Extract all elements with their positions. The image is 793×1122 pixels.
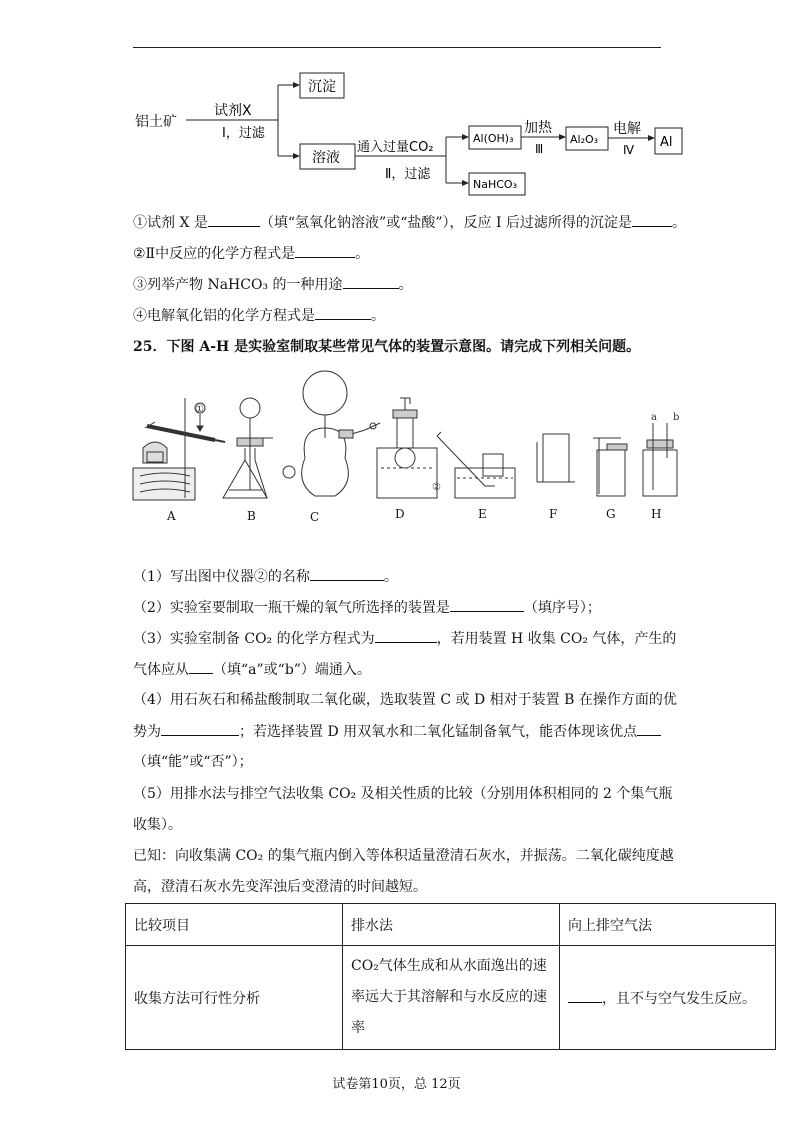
q25-part5-cont: 收集）。 — [133, 817, 182, 833]
answer-blank[interactable] — [295, 243, 355, 258]
table-header-row — [126, 904, 776, 946]
apparatus-e — [437, 432, 515, 498]
label-f: F — [549, 507, 558, 521]
water-method-cell: CO₂气体生成和从水面逸出的速 率远大于其溶解和与水反应的速 率 — [343, 946, 560, 1050]
label-g: G — [606, 507, 616, 521]
apparatus-f — [537, 434, 575, 482]
q25-part3: （3）实验室制备 CO₂ 的化学方程式为 ，若用装置 H 收集 CO₂ 气体，产生的 — [133, 628, 676, 649]
apparatus-b — [223, 398, 273, 498]
known-line1: 已知：向收集满 CO₂ 的集气瓶内倒入等体积适量澄清石灰水，并振荡。二氧化碳纯度越 — [133, 848, 674, 864]
q24-line1: ①试剂 X 是 （填“氢氧化钠溶液”或“盐酸”），反应 I 后过滤所得的沉淀是 。 — [133, 212, 686, 233]
port-b-label: b — [673, 412, 680, 423]
comparison-table — [125, 903, 776, 1050]
aloh3-label: Al(OH)₃ — [473, 132, 514, 145]
q24-line2: ②Ⅱ中反应的化学方程式是 。 — [133, 243, 369, 264]
heat-label: 加热 — [524, 120, 552, 136]
q25-part4-cont2: （填“能”或“否”）； — [133, 754, 253, 770]
step3-label: Ⅲ — [535, 142, 544, 156]
apparatus-d — [377, 398, 437, 498]
step4-label: Ⅳ — [623, 143, 635, 157]
answer-blank[interactable] — [315, 305, 371, 320]
reagent-label: 试剂X — [214, 103, 252, 119]
air-method-cell: ，且不与空气发生反应。 — [560, 946, 776, 1050]
table-header: 向上排空气法 — [560, 904, 776, 946]
mark-2: ② — [432, 482, 441, 493]
apparatus-g — [593, 438, 627, 496]
nahco3-label: NaHCO₃ — [473, 178, 517, 191]
label-e: E — [478, 507, 487, 521]
q25-title: 25．下图 A-H 是实验室制取某些常见气体的装置示意图。请完成下列相关问题。 — [133, 339, 641, 355]
step2-label: Ⅱ，过滤 — [385, 167, 431, 182]
process-flowchart — [0, 0, 793, 200]
port-a-label: a — [651, 412, 657, 423]
answer-blank[interactable] — [637, 721, 661, 736]
q25-part5: （5）用排水法与排空气法收集 CO₂ 及相关性质的比较（分别用体积相同的 2 个集气瓶 — [133, 786, 673, 802]
co2-step-label: 通入过量CO₂ — [357, 140, 434, 155]
answer-blank[interactable] — [568, 988, 602, 1003]
answer-blank[interactable] — [375, 628, 437, 643]
label-c: C — [310, 510, 320, 524]
q25-part2: （2）实验室要制取一瓶干燥的氧气所选择的装置是 （填序号）； — [133, 597, 601, 618]
table-header: 比较项目 — [126, 904, 343, 946]
answer-blank[interactable] — [450, 597, 524, 612]
step1-label: Ⅰ，过滤 — [222, 126, 265, 141]
apparatus-c — [283, 371, 380, 496]
label-b: B — [247, 509, 256, 523]
known-line2: 高，澄清石灰水先变浑浊后变澄清的时间越短。 — [133, 879, 427, 895]
start-label: 铝土矿 — [135, 114, 177, 130]
page-footer: 试卷第10页，总 12页 — [332, 1077, 461, 1092]
apparatus-a — [133, 398, 225, 500]
electrolysis-label: 电解 — [613, 121, 641, 137]
apparatus-h — [643, 423, 677, 496]
al-label: Al — [660, 135, 673, 150]
table-header: 排水法 — [343, 904, 560, 946]
q25-part1: （1）写出图中仪器②的名称 。 — [133, 566, 398, 587]
answer-blank[interactable] — [310, 566, 384, 581]
answer-blank[interactable] — [208, 212, 260, 227]
solution-label: 溶液 — [312, 150, 340, 166]
answer-blank[interactable] — [343, 274, 399, 289]
row-label: 收集方法可行性分析 — [126, 946, 343, 1050]
precipitate-label: 沉淀 — [308, 79, 336, 95]
answer-blank[interactable] — [161, 721, 239, 736]
answer-blank[interactable] — [189, 659, 213, 674]
table-row — [126, 946, 776, 1050]
label-h: H — [651, 507, 662, 521]
q24-line4: ④电解氧化铝的化学方程式是 。 — [133, 305, 385, 326]
q25-part3-cont: 气体应从 （填“a”或“b”）端通入。 — [133, 659, 371, 680]
q24-line3: ③列举产物 NaHCO₃ 的一种用途 。 — [133, 274, 413, 295]
q25-part4: （4）用石灰石和稀盐酸制取二氧化碳，选取装置 C 或 D 相对于装置 B 在操作方面的优 — [133, 692, 677, 708]
al2o3-label: Al₂O₃ — [570, 133, 599, 146]
answer-blank[interactable] — [632, 212, 672, 227]
label-d: D — [395, 507, 405, 521]
q25-part4-cont: 势为 ；若选择装置 D 用双氧水和二氧化锰制备氧气，能否体现该优点 — [133, 721, 661, 742]
label-a: A — [167, 509, 176, 523]
apparatus-figure — [125, 368, 705, 528]
mark-1: ① — [195, 404, 204, 415]
